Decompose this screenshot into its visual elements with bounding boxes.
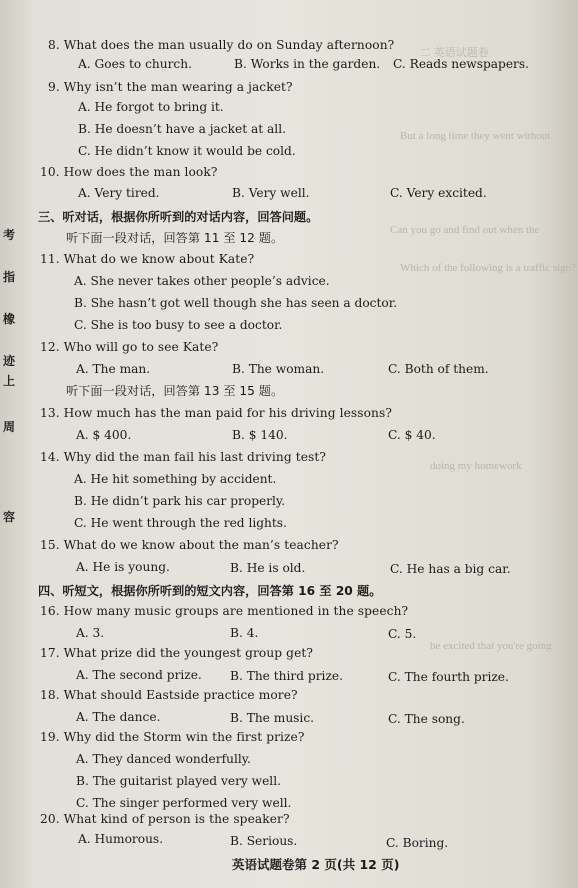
q10-option-b: B. Very well.	[232, 186, 310, 200]
q10-option-a: A. Very tired.	[78, 186, 160, 200]
bleed-through-text: doing my homework	[430, 460, 522, 472]
question-15: 15. What do we know about the man’s teacher?	[40, 538, 339, 552]
q9-option-b: B. He doesn’t have a jacket at all.	[78, 122, 286, 136]
q18-option-a: A. The dance.	[76, 710, 161, 724]
q8-option-b: B. Works in the garden.	[234, 57, 381, 71]
page-footer: 英语试题卷第 2 页(共 12 页)	[232, 857, 400, 872]
question-10: 10. How does the man look?	[40, 165, 218, 179]
question-13: 13. How much has the man paid for his driving lessons?	[40, 406, 392, 420]
section-4-heading: 四、听短文，根据你所听到的短文内容，回答第 16 至 20 题。	[38, 584, 382, 598]
q17-option-b: B. The third prize.	[230, 669, 343, 683]
q17-option-c: C. The fourth prize.	[388, 670, 509, 684]
q9-option-c: C. He didn’t know it would be cold.	[78, 144, 296, 158]
q10-option-c: C. Very excited.	[390, 186, 487, 200]
margin-char: 指	[3, 270, 16, 284]
question-12: 12. Who will go to see Kate?	[40, 340, 219, 354]
margin-char: 考	[3, 228, 16, 242]
q16-option-c: C. 5.	[388, 627, 417, 641]
q11-option-b: B. She hasn’t got well though she has seen a doctor.	[74, 296, 398, 310]
q14-option-c: C. He went through the red lights.	[74, 516, 287, 530]
question-8: 8. What does the man usually do on Sunday afternoon?	[48, 38, 395, 52]
q14-option-a: A. He hit something by accident.	[74, 472, 277, 486]
q12-option-c: C. Both of them.	[388, 362, 489, 376]
question-20: 20. What kind of person is the speaker?	[40, 812, 290, 826]
q20-option-c: C. Boring.	[386, 836, 449, 850]
margin-char: 橡	[3, 312, 16, 326]
margin-char: 迹	[3, 354, 16, 368]
q15-option-b: B. He is old.	[230, 561, 306, 575]
q11-option-a: A. She never takes other people’s advice.	[74, 274, 330, 288]
q20-option-a: A. Humorous.	[78, 832, 164, 846]
margin-char: 周	[3, 420, 16, 434]
bleed-through-text: Which of the following is a traffic sign?	[400, 262, 577, 274]
question-18: 18. What should Eastside practice more?	[40, 688, 298, 702]
q8-option-a: A. Goes to church.	[78, 57, 192, 71]
q9-option-a: A. He forgot to bring it.	[78, 100, 224, 114]
q12-option-b: B. The woman.	[232, 362, 325, 376]
q15-option-c: C. He has a big car.	[390, 562, 511, 576]
q15-option-a: A. He is young.	[76, 560, 170, 574]
q16-option-b: B. 4.	[230, 626, 259, 640]
bleed-through-text: Can you go and find out when the	[390, 224, 540, 236]
question-19: 19. Why did the Storm win the first prize?	[40, 730, 305, 744]
bleed-through-text: be excited that you're going	[430, 640, 552, 652]
q8-option-c: C. Reads newspapers.	[393, 57, 530, 71]
q19-option-c: C. The singer performed very well.	[76, 796, 292, 810]
q19-option-b: B. The guitarist played very well.	[76, 774, 281, 788]
question-14: 14. Why did the man fail his last driving test?	[40, 450, 326, 464]
bleed-through-text: But a long time they went without	[400, 130, 551, 142]
q17-option-a: A. The second prize.	[76, 668, 202, 682]
q20-option-b: B. Serious.	[230, 834, 298, 848]
margin-char: 上	[3, 374, 16, 388]
section-3-instruction-1: 听下面一段对话，回答第 11 至 12 题。	[66, 231, 284, 245]
margin-char: 容	[3, 510, 16, 524]
q18-option-c: C. The song.	[388, 712, 465, 726]
q14-option-b: B. He didn’t park his car properly.	[74, 494, 286, 508]
q13-option-b: B. $ 140.	[232, 428, 288, 442]
q19-option-a: A. They danced wonderfully.	[76, 752, 251, 766]
question-16: 16. How many music groups are mentioned in the speech?	[40, 604, 409, 618]
question-11: 11. What do we know about Kate?	[40, 252, 255, 266]
q16-option-a: A. 3.	[76, 626, 105, 640]
section-3-heading: 三、听对话，根据你所听到的对话内容，回答问题。	[38, 210, 319, 224]
q11-option-c: C. She is too busy to see a doctor.	[74, 318, 283, 332]
question-17: 17. What prize did the youngest group get?	[40, 646, 314, 660]
q13-option-a: A. $ 400.	[76, 428, 132, 442]
q18-option-b: B. The music.	[230, 711, 315, 725]
section-3-instruction-2: 听下面一段对话，回答第 13 至 15 题。	[66, 384, 284, 398]
q12-option-a: A. The man.	[76, 362, 151, 376]
q13-option-c: C. $ 40.	[388, 428, 436, 442]
question-9: 9. Why isn’t the man wearing a jacket?	[48, 80, 293, 94]
bleed-through-text: 二 英语试题卷	[420, 47, 489, 59]
